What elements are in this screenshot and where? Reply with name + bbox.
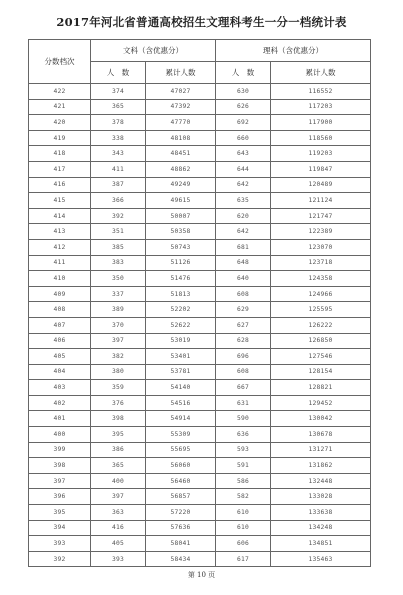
score-cell: 393 (29, 536, 91, 552)
like-cumulative-cell: 128154 (271, 364, 371, 380)
header-like-count: 人 数 (216, 62, 271, 84)
like-cumulative-cell: 129452 (271, 395, 371, 411)
score-cell: 395 (29, 505, 91, 521)
table-row (29, 349, 371, 365)
like-count-cell: 582 (216, 489, 271, 505)
like-count-cell: 590 (216, 411, 271, 427)
table-row (29, 84, 371, 100)
table-row (29, 239, 371, 255)
table-body (29, 84, 371, 567)
score-cell: 412 (29, 239, 91, 255)
wenke-count-cell: 385 (91, 239, 146, 255)
header-wenke-count: 人 数 (91, 62, 146, 84)
wenke-count-cell: 416 (91, 520, 146, 536)
wenke-count-cell: 392 (91, 208, 146, 224)
wenke-cumulative-cell: 51813 (146, 286, 216, 302)
wenke-count-cell: 380 (91, 364, 146, 380)
score-cell: 420 (29, 115, 91, 131)
wenke-count-cell: 400 (91, 473, 146, 489)
like-cumulative-cell: 117203 (271, 99, 371, 115)
table-row (29, 520, 371, 536)
like-cumulative-cell: 122389 (271, 224, 371, 240)
table-row (29, 380, 371, 396)
wenke-count-cell: 411 (91, 161, 146, 177)
like-count-cell: 610 (216, 505, 271, 521)
table-row (29, 161, 371, 177)
like-cumulative-cell: 116552 (271, 84, 371, 100)
like-cumulative-cell: 121747 (271, 208, 371, 224)
like-cumulative-cell: 117900 (271, 115, 371, 131)
like-cumulative-cell: 130042 (271, 411, 371, 427)
table-row (29, 333, 371, 349)
wenke-cumulative-cell: 58434 (146, 551, 216, 567)
wenke-count-cell: 366 (91, 193, 146, 209)
table-row (29, 146, 371, 162)
like-cumulative-cell: 124966 (271, 286, 371, 302)
wenke-count-cell: 405 (91, 536, 146, 552)
like-cumulative-cell: 132448 (271, 473, 371, 489)
score-cell: 399 (29, 442, 91, 458)
score-cell: 405 (29, 349, 91, 365)
like-cumulative-cell: 118560 (271, 130, 371, 146)
header-wenke: 文科（含优惠分） (91, 40, 216, 62)
wenke-cumulative-cell: 55309 (146, 427, 216, 443)
wenke-cumulative-cell: 51476 (146, 271, 216, 287)
like-count-cell: 626 (216, 99, 271, 115)
wenke-cumulative-cell: 50358 (146, 224, 216, 240)
wenke-cumulative-cell: 53781 (146, 364, 216, 380)
wenke-cumulative-cell: 52622 (146, 317, 216, 333)
like-cumulative-cell: 128821 (271, 380, 371, 396)
table-row (29, 271, 371, 287)
like-count-cell: 610 (216, 520, 271, 536)
table-row (29, 130, 371, 146)
table-row (29, 177, 371, 193)
score-cell: 403 (29, 380, 91, 396)
score-cell: 398 (29, 458, 91, 474)
wenke-cumulative-cell: 57636 (146, 520, 216, 536)
table-row (29, 489, 371, 505)
wenke-cumulative-cell: 54140 (146, 380, 216, 396)
table-row (29, 255, 371, 271)
wenke-count-cell: 351 (91, 224, 146, 240)
table-row (29, 317, 371, 333)
wenke-count-cell: 398 (91, 411, 146, 427)
score-cell: 394 (29, 520, 91, 536)
like-count-cell: 648 (216, 255, 271, 271)
like-count-cell: 644 (216, 161, 271, 177)
like-count-cell: 643 (216, 146, 271, 162)
wenke-count-cell: 374 (91, 84, 146, 100)
like-cumulative-cell: 126222 (271, 317, 371, 333)
table-row (29, 302, 371, 318)
wenke-count-cell: 365 (91, 99, 146, 115)
like-cumulative-cell: 131271 (271, 442, 371, 458)
like-cumulative-cell: 133638 (271, 505, 371, 521)
like-count-cell: 642 (216, 224, 271, 240)
like-count-cell: 692 (216, 115, 271, 131)
table-row (29, 411, 371, 427)
table-row (29, 115, 371, 131)
wenke-count-cell: 338 (91, 130, 146, 146)
like-count-cell: 620 (216, 208, 271, 224)
score-cell: 404 (29, 364, 91, 380)
wenke-cumulative-cell: 48451 (146, 146, 216, 162)
table-row (29, 364, 371, 380)
like-count-cell: 681 (216, 239, 271, 255)
wenke-count-cell: 343 (91, 146, 146, 162)
wenke-cumulative-cell: 47027 (146, 84, 216, 100)
score-cell: 414 (29, 208, 91, 224)
score-cell: 396 (29, 489, 91, 505)
score-cell: 408 (29, 302, 91, 318)
wenke-count-cell: 397 (91, 489, 146, 505)
like-count-cell: 696 (216, 349, 271, 365)
wenke-count-cell: 395 (91, 427, 146, 443)
like-cumulative-cell: 127546 (271, 349, 371, 365)
like-count-cell: 628 (216, 333, 271, 349)
wenke-cumulative-cell: 47392 (146, 99, 216, 115)
score-cell: 402 (29, 395, 91, 411)
wenke-cumulative-cell: 52202 (146, 302, 216, 318)
score-cell: 410 (29, 271, 91, 287)
wenke-count-cell: 387 (91, 177, 146, 193)
like-count-cell: 640 (216, 271, 271, 287)
header-wenke-cumulative: 累计人数 (146, 62, 216, 84)
wenke-count-cell: 376 (91, 395, 146, 411)
score-cell: 419 (29, 130, 91, 146)
table-row (29, 551, 371, 567)
score-cell: 400 (29, 427, 91, 443)
wenke-count-cell: 382 (91, 349, 146, 365)
like-count-cell: 608 (216, 364, 271, 380)
like-count-cell: 591 (216, 458, 271, 474)
wenke-cumulative-cell: 56857 (146, 489, 216, 505)
like-count-cell: 660 (216, 130, 271, 146)
score-cell: 421 (29, 99, 91, 115)
like-count-cell: 629 (216, 302, 271, 318)
like-cumulative-cell: 131862 (271, 458, 371, 474)
score-cell: 418 (29, 146, 91, 162)
like-count-cell: 667 (216, 380, 271, 396)
wenke-cumulative-cell: 57220 (146, 505, 216, 521)
wenke-count-cell: 370 (91, 317, 146, 333)
wenke-cumulative-cell: 49249 (146, 177, 216, 193)
wenke-count-cell: 393 (91, 551, 146, 567)
like-cumulative-cell: 130678 (271, 427, 371, 443)
like-count-cell: 630 (216, 84, 271, 100)
wenke-cumulative-cell: 53401 (146, 349, 216, 365)
wenke-cumulative-cell: 56060 (146, 458, 216, 474)
wenke-count-cell: 383 (91, 255, 146, 271)
like-cumulative-cell: 134851 (271, 536, 371, 552)
wenke-cumulative-cell: 50007 (146, 208, 216, 224)
score-cell: 407 (29, 317, 91, 333)
like-cumulative-cell: 135463 (271, 551, 371, 567)
score-cell: 417 (29, 161, 91, 177)
like-cumulative-cell: 133028 (271, 489, 371, 505)
score-cell: 413 (29, 224, 91, 240)
wenke-count-cell: 337 (91, 286, 146, 302)
like-cumulative-cell: 119847 (271, 161, 371, 177)
score-cell: 392 (29, 551, 91, 567)
table-row (29, 208, 371, 224)
like-cumulative-cell: 123070 (271, 239, 371, 255)
like-count-cell: 642 (216, 177, 271, 193)
like-cumulative-cell: 123718 (271, 255, 371, 271)
score-cell: 409 (29, 286, 91, 302)
like-cumulative-cell: 124358 (271, 271, 371, 287)
like-cumulative-cell: 121124 (271, 193, 371, 209)
table-row (29, 473, 371, 489)
like-cumulative-cell: 126850 (271, 333, 371, 349)
table-row (29, 505, 371, 521)
table-row (29, 99, 371, 115)
wenke-cumulative-cell: 56460 (146, 473, 216, 489)
wenke-cumulative-cell: 54914 (146, 411, 216, 427)
like-count-cell: 593 (216, 442, 271, 458)
wenke-cumulative-cell: 51126 (146, 255, 216, 271)
score-cell: 416 (29, 177, 91, 193)
table-row (29, 442, 371, 458)
score-cell: 415 (29, 193, 91, 209)
table-row (29, 395, 371, 411)
like-count-cell: 636 (216, 427, 271, 443)
like-count-cell: 627 (216, 317, 271, 333)
score-distribution-table (28, 39, 371, 567)
like-count-cell: 586 (216, 473, 271, 489)
table-row (29, 536, 371, 552)
like-cumulative-cell: 134248 (271, 520, 371, 536)
wenke-cumulative-cell: 48862 (146, 161, 216, 177)
wenke-count-cell: 359 (91, 380, 146, 396)
wenke-cumulative-cell: 49615 (146, 193, 216, 209)
wenke-cumulative-cell: 47770 (146, 115, 216, 131)
wenke-count-cell: 397 (91, 333, 146, 349)
header-score-level: 分数档次 (29, 40, 91, 84)
page-title: 2017年河北省普通高校招生文理科考生一分一档统计表 (56, 15, 347, 29)
page-number: 第 10 页 (187, 571, 216, 579)
table-row (29, 224, 371, 240)
like-count-cell: 631 (216, 395, 271, 411)
table-row (29, 458, 371, 474)
wenke-cumulative-cell: 54516 (146, 395, 216, 411)
wenke-cumulative-cell: 50743 (146, 239, 216, 255)
like-count-cell: 606 (216, 536, 271, 552)
score-cell: 422 (29, 84, 91, 100)
header-like-cumulative: 累计人数 (271, 62, 371, 84)
table-row (29, 286, 371, 302)
like-count-cell: 608 (216, 286, 271, 302)
table-row (29, 193, 371, 209)
score-cell: 397 (29, 473, 91, 489)
score-cell: 411 (29, 255, 91, 271)
like-count-cell: 635 (216, 193, 271, 209)
wenke-count-cell: 350 (91, 271, 146, 287)
wenke-count-cell: 378 (91, 115, 146, 131)
like-cumulative-cell: 120489 (271, 177, 371, 193)
table-row (29, 427, 371, 443)
header-like: 理科（含优惠分） (216, 40, 371, 62)
wenke-cumulative-cell: 58041 (146, 536, 216, 552)
score-cell: 406 (29, 333, 91, 349)
wenke-cumulative-cell: 55695 (146, 442, 216, 458)
wenke-cumulative-cell: 53019 (146, 333, 216, 349)
wenke-count-cell: 363 (91, 505, 146, 521)
wenke-count-cell: 389 (91, 302, 146, 318)
wenke-cumulative-cell: 48108 (146, 130, 216, 146)
wenke-count-cell: 365 (91, 458, 146, 474)
score-cell: 401 (29, 411, 91, 427)
like-cumulative-cell: 125595 (271, 302, 371, 318)
wenke-count-cell: 386 (91, 442, 146, 458)
like-count-cell: 617 (216, 551, 271, 567)
like-cumulative-cell: 119203 (271, 146, 371, 162)
